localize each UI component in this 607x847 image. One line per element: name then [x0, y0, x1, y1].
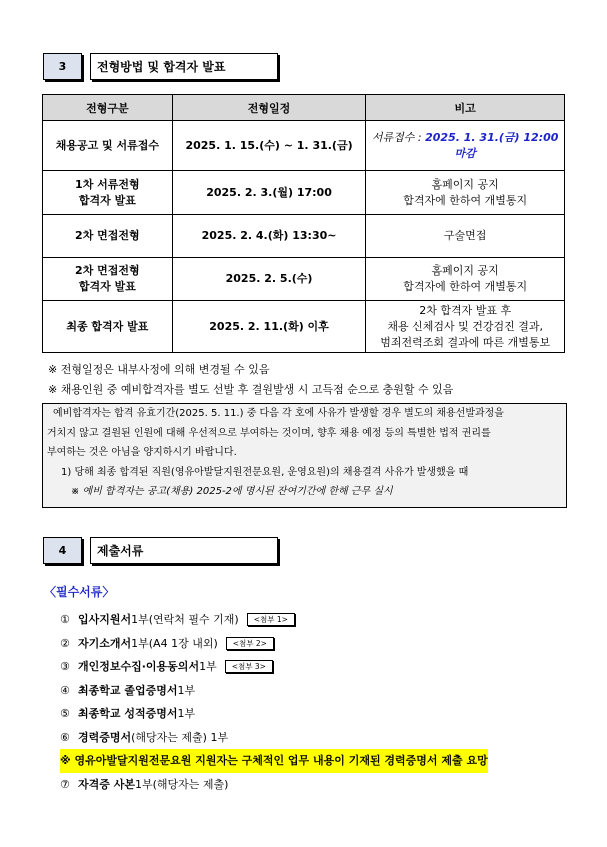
section-number: 3: [43, 53, 82, 80]
list-item: [60, 679, 488, 703]
doc-detail: 1부(연락처 필수 기재): [131, 613, 239, 626]
doc-name: 자격증 사본: [78, 777, 135, 791]
note-line: ※ 채용인원 중 예비합격자를 별도 선발 후 결원발생 시 고득점 순으로 충원할 수 있음: [48, 383, 454, 396]
highlight-row: [60, 749, 488, 773]
item-number: ⑥: [60, 730, 70, 744]
note-prefix: 서류접수 :: [371, 130, 426, 144]
note-cell: [366, 258, 565, 301]
column-header: 비고: [366, 95, 565, 121]
section-title: 제출서류: [90, 537, 278, 564]
box-line: 1) 당해 최종 합격된 직원(영유아발달지원전문요원, 운영요원)의 채용결격 사유가 발생했을 때: [61, 466, 469, 478]
doc-detail: 1부: [177, 683, 196, 697]
doc-detail: 1부: [177, 707, 196, 720]
section-4-header: [43, 537, 278, 564]
list-item: [60, 632, 488, 656]
item-number: ⑤: [60, 707, 70, 720]
stage-cell: 채용공고 및 서류접수: [43, 121, 173, 171]
list-item: [60, 726, 488, 750]
date-cell: 2025. 1. 15.(수) ~ 1. 31.(금): [172, 121, 366, 171]
document-list: [60, 608, 488, 796]
note-line: 범죄전력조회 결과에 따른 개별통보: [380, 335, 551, 349]
list-item: [60, 702, 488, 726]
attachment-label: <첨부 3>: [225, 660, 273, 673]
doc-name: 최종학교 졸업증명서: [78, 683, 178, 697]
note-line: 채용 신체검사 및 건강검진 결과,: [387, 319, 543, 333]
table-header-row: [43, 95, 565, 121]
reserve-applicant-box: [42, 403, 567, 508]
section-title: 전형방법 및 합격자 발표: [90, 53, 278, 80]
section-number: 4: [43, 537, 82, 564]
stage-cell: [43, 171, 173, 215]
list-item: [60, 773, 488, 797]
doc-name: 자기소개서: [78, 636, 132, 650]
item-number: ③: [60, 660, 70, 673]
list-item: [60, 608, 488, 632]
list-item: [60, 655, 488, 679]
doc-name: 경력증명서: [78, 730, 132, 744]
table-row: [43, 171, 565, 215]
doc-name: 최종학교 성적증명서: [78, 707, 178, 720]
box-line: ※ 예비 합격자는 공고(채용) 2025-2에 명시된 잔여기간에 한해 근무 실시: [71, 486, 393, 497]
table-row: [43, 301, 565, 353]
column-header: 전형구분: [43, 95, 173, 121]
date-cell: 2025. 2. 11.(화) 이후: [172, 301, 366, 353]
note-line: 2차 합격자 발표 후: [419, 303, 512, 317]
box-line: 부여하는 것은 아님을 양지하시기 바랍니다.: [47, 447, 237, 458]
note-line: ※ 전형일정은 내부사정에 의해 변경될 수 있음: [48, 363, 270, 376]
column-header: 전형일정: [172, 95, 366, 121]
section-3-header: [43, 53, 278, 80]
highlighted-note: ※ 영유아발달지원전문요원 지원자는 구체적인 업무 내용이 기재된 경력증명서 제출 요망: [60, 749, 488, 773]
stage-line: 합격자 발표: [78, 193, 136, 207]
note-cell: [366, 301, 565, 353]
note-cell: [366, 121, 565, 171]
attachment-label: <첨부 2>: [226, 637, 274, 650]
date-cell: 2025. 2. 5.(수): [172, 258, 366, 301]
schedule-table: [42, 94, 565, 353]
note-cell: [366, 171, 565, 215]
stage-cell: 최종 합격자 발표: [43, 301, 173, 353]
date-cell: 2025. 2. 4.(화) 13:30~: [172, 215, 366, 258]
stage-line: 합격자 발표: [78, 280, 136, 293]
table-row: [43, 215, 565, 258]
attachment-label: <첨부 1>: [247, 613, 295, 626]
stage-cell: 2차 면접전형: [43, 215, 173, 258]
note-line: 홈페이지 공지: [431, 177, 499, 191]
item-number: ②: [60, 636, 70, 650]
doc-detail: 1부(해당자는 제출): [134, 777, 229, 791]
table-row: [43, 121, 565, 171]
stage-line: 1차 서류전형: [75, 177, 140, 191]
table-row: [43, 258, 565, 301]
required-docs-heading: 〈필수서류〉: [44, 585, 115, 599]
deadline-text: 2025. 1. 31.(금) 12:00 마감: [425, 130, 559, 160]
note-cell: 구술면접: [366, 215, 565, 258]
note-line: 홈페이지 공지: [431, 264, 499, 277]
doc-name: 개인정보수집·이용동의서: [78, 660, 200, 673]
box-line: 거치지 않고 결원된 인원에 대해 우선적으로 부여하는 것이며, 향후 채용 예정 등의 특별한 법적 권리를: [47, 427, 491, 439]
stage-line: 2차 면접전형: [75, 264, 140, 277]
doc-detail: (해당자는 제출) 1부: [131, 730, 229, 744]
box-line: 예비합격자는 합격 유효기간(2025. 5. 11.) 중 다음 각 호에 사유가 발생할 경우 별도의 채용선발과정을: [53, 408, 504, 419]
doc-detail: 1부(A4 1장 내외): [131, 636, 218, 650]
date-cell: 2025. 2. 3.(월) 17:00: [172, 171, 366, 215]
note-line: 합격자에 한하여 개별통지: [403, 193, 528, 207]
schedule-notes: [48, 360, 453, 400]
item-number: ⑦: [60, 777, 70, 791]
doc-name: 입사지원서: [78, 613, 132, 626]
item-number: ④: [60, 683, 70, 697]
stage-cell: [43, 258, 173, 301]
item-number: ①: [60, 613, 70, 626]
note-line: 합격자에 한하여 개별통지: [403, 280, 528, 293]
doc-detail: 1부: [199, 660, 217, 673]
